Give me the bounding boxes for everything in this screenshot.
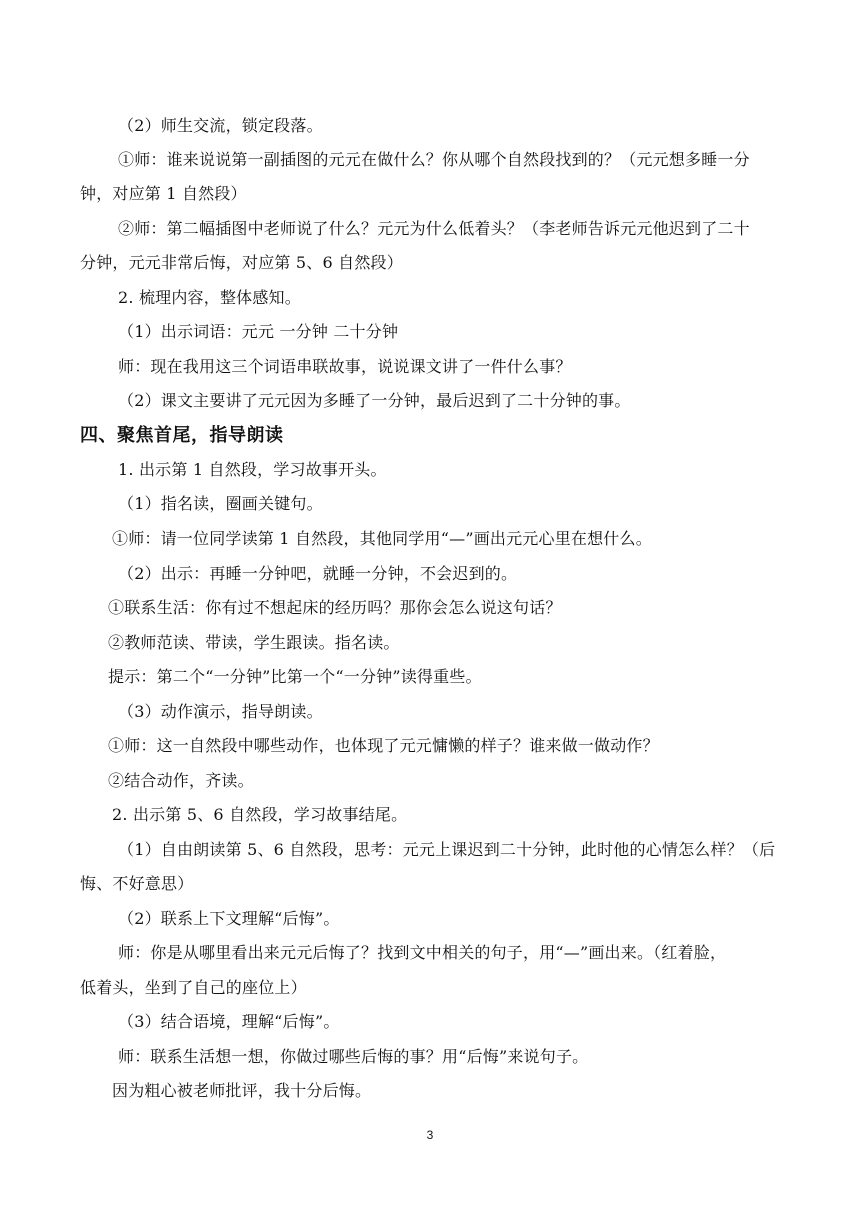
text-line: （2）出示：再睡一分钟吧，就睡一分钟，不会迟到的。	[118, 564, 518, 583]
text-line: （1）出示词语：元元 一分钟 二十分钟	[118, 322, 399, 341]
text-line: 师：现在我用这三个词语串联故事，说说课文讲了一件什么事？	[118, 357, 572, 376]
text-line: 2. 出示第 5、6 自然段，学习故事结尾。	[112, 805, 408, 824]
text-line: ②师：第二幅插图中老师说了什么？元元为什么低着头？（李老师告诉元元他迟到了二十	[118, 219, 750, 238]
text-line: （1）自由朗读第 5、6 自然段，思考：元元上课迟到二十分钟，此时他的心情怎么样？（后	[118, 840, 776, 859]
text-line: （2）联系上下文理解“后悔”。	[118, 909, 340, 928]
text-line: 分钟，元元非常后悔，对应第 5、6 自然段）	[80, 253, 403, 272]
page-number: 3	[426, 1128, 434, 1142]
text-line: ①联系生活：你有过不想起床的经历吗？那你会怎么说这句话？	[108, 598, 562, 617]
text-line: ①师：请一位同学读第 1 自然段，其他同学用“—”画出元元心里在想什么。	[112, 529, 652, 548]
text-line: （2）课文主要讲了元元因为多睡了一分钟，最后迟到了二十分钟的事。	[118, 391, 631, 410]
text-line: 1. 出示第 1 自然段，学习故事开头。	[118, 460, 387, 479]
text-line: 师：联系生活想一想，你做过哪些后悔的事？用“后悔”来说句子。	[118, 1047, 589, 1066]
text-line: （3）结合语境，理解“后悔”。	[118, 1012, 340, 1031]
text-line: 悔、不好意思）	[80, 874, 194, 893]
text-line: 提示：第二个“一分钟”比第一个“一分钟”读得重些。	[108, 667, 482, 686]
text-line: 低着头，坐到了自己的座位上）	[80, 978, 307, 997]
text-line: ①师：这一自然段中哪些动作，也体现了元元慵懒的样子？谁来做一做动作？	[108, 736, 659, 755]
text-line: （2）师生交流，锁定段落。	[118, 116, 323, 135]
text-line: 师：你是从哪里看出来元元后悔了？找到文中相关的句子，用“—”画出来。（红着脸，	[118, 943, 727, 962]
text-line: （1）指名读，圈画关键句。	[118, 494, 323, 513]
text-line: ②教师范读、带读，学生跟读。指名读。	[108, 633, 400, 652]
section-heading: 四、聚焦首尾，指导朗读	[80, 425, 284, 446]
text-line: 2. 梳理内容，整体感知。	[118, 288, 301, 307]
text-line: ②结合动作，齐读。	[108, 771, 254, 790]
text-line: 因为粗心被老师批评，我十分后悔。	[112, 1081, 372, 1100]
text-line: ①师：谁来说说第一副插图的元元在做什么？你从哪个自然段找到的？（元元想多睡一分	[118, 150, 750, 169]
text-line: 钟，对应第 1 自然段）	[80, 184, 247, 203]
text-line: （3）动作演示，指导朗读。	[118, 702, 323, 721]
